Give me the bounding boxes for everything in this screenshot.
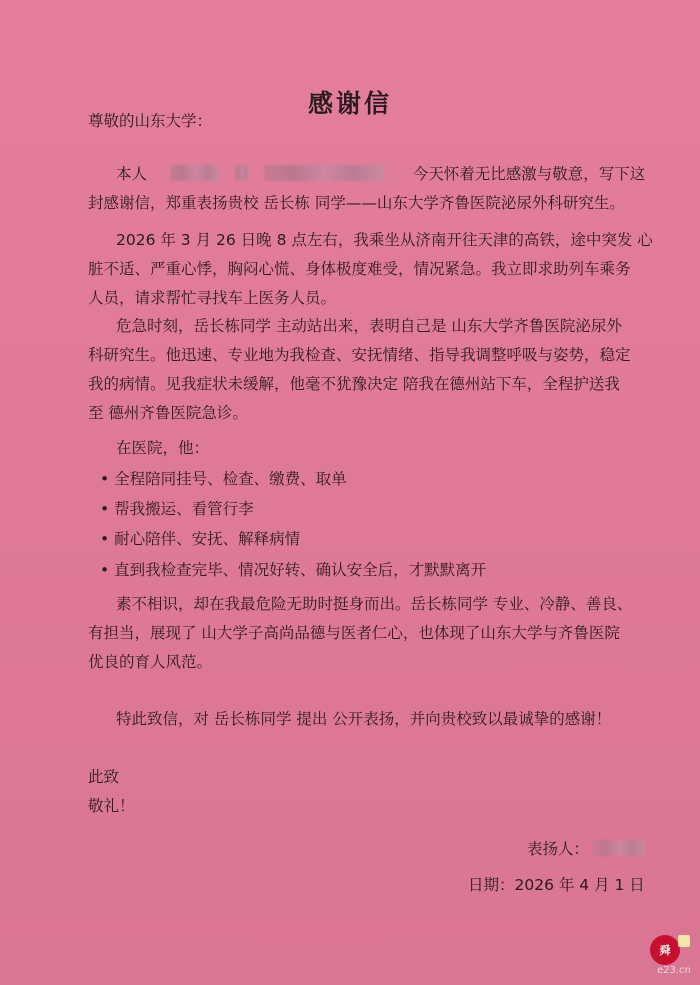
salutation: 尊敬的山东大学： xyxy=(88,112,213,130)
redacted-name-3 xyxy=(264,165,384,181)
closing-line-2: 敬礼！ xyxy=(88,797,135,815)
bullet-item-4: • 直到我检查完毕、情况好转、确认安全后，才默默离开 xyxy=(100,561,487,579)
paragraph-1-line-1 xyxy=(116,160,688,189)
bullet-item-2: • 帮我搬运、看管行李 xyxy=(100,500,254,518)
paragraph-4-line-1: 素不相识，却在我最危险无助时挺身而出。岳长栋同学 专业、冷静、善良、 xyxy=(116,595,633,613)
signer-line xyxy=(527,835,667,864)
paragraph-2-line-3: 人员，请求帮忙寻找车上医务人员。 xyxy=(88,289,337,307)
paragraph-1-line-2: 封感谢信，郑重表扬贵校 岳长栋 同学——山东大学齐鲁医院泌尿外科研究生。 xyxy=(88,194,625,212)
self-intro-label: 本人 xyxy=(116,165,148,183)
hospital-intro: 在医院，他： xyxy=(116,439,210,457)
redacted-name-2 xyxy=(235,165,249,181)
redacted-name-1 xyxy=(170,165,220,181)
signer-label: 表扬人： xyxy=(527,840,590,858)
paragraph-4-line-2: 有担当，展现了 山大学子高尚品德与医者仁心，也体现了山东大学与齐鲁医院 xyxy=(88,624,620,642)
watermark-seal-icon: 舜 xyxy=(650,935,680,965)
paragraph-2-line-2: 脏不适、严重心悸，胸闷心慌、身体极度难受，情况紧急。我立即求助列车乘务 xyxy=(88,260,631,278)
paragraph-3-line-1: 危急时刻，岳长栋同学 主动站出来，表明自己是 山东大学齐鲁医院泌尿外 xyxy=(116,317,622,335)
paragraph-3-line-2: 科研究生。他迅速、专业地为我检查、安抚情绪、指导我调整呼吸与姿势，稳定 xyxy=(88,346,631,364)
closing-line-1: 此致 xyxy=(88,768,120,786)
letter-title: 感谢信 xyxy=(307,89,392,118)
bullet-item-3: • 耐心陪伴、安抚、解释病情 xyxy=(100,530,301,548)
watermark-tag-icon xyxy=(678,935,690,947)
bullet-item-1: • 全程陪同挂号、检查、缴费、取单 xyxy=(100,470,347,488)
letter-date: 日期：2026 年 4 月 1 日 xyxy=(468,876,645,894)
p1-continuation: 今天怀着无比感激与敬意，写下这 xyxy=(412,165,646,183)
paragraph-3-line-4: 至 德州齐鲁医院急诊。 xyxy=(88,404,248,422)
watermark-site: e23.cn xyxy=(657,965,691,976)
paragraph-2-line-1: 2026 年 3 月 26 日晚 8 点左右，我乘坐从济南开往天津的高铁，途中突发 心 xyxy=(116,231,653,249)
paragraph-3-line-3: 我的病情。见我症状未缓解，他毫不犹豫决定 陪我在德州站下车，全程护送我 xyxy=(88,375,620,393)
paragraph-4-line-3: 优良的育人风范。 xyxy=(88,653,213,671)
paragraph-5: 特此致信，对 岳长栋同学 提出 公开表扬，并向贵校致以最诚挚的感谢！ xyxy=(116,710,612,728)
redacted-signer xyxy=(593,840,645,856)
